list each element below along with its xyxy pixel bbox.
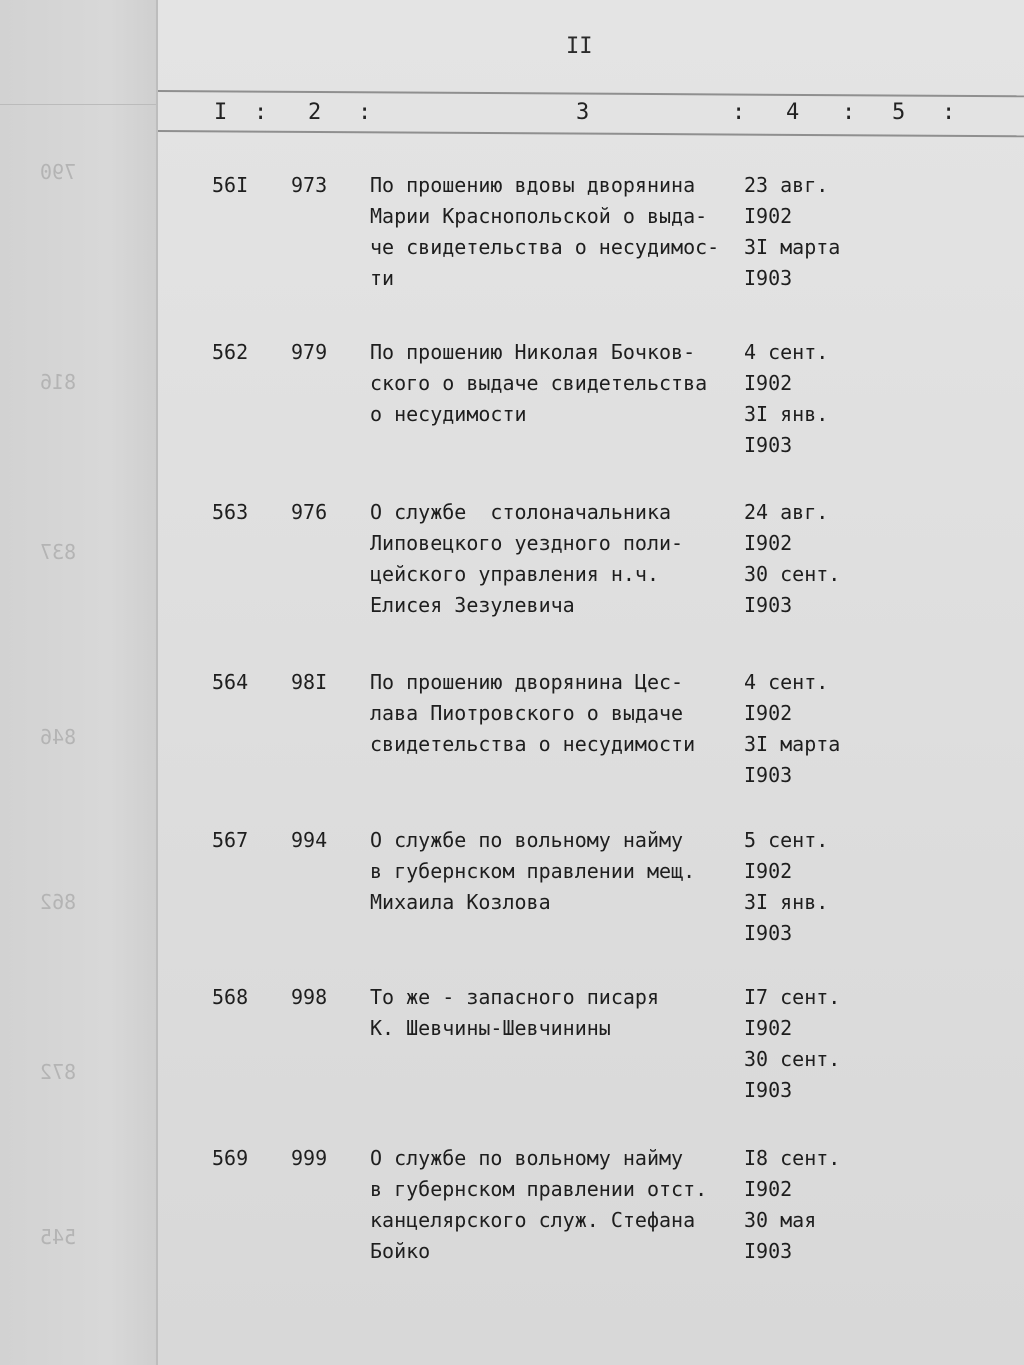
ghost-number: 872 xyxy=(40,1060,77,1084)
start-date: 4 сент. xyxy=(744,340,829,364)
entry-reference: 98I xyxy=(291,670,328,694)
entry-dates xyxy=(744,667,840,791)
entry-number: 567 xyxy=(212,828,249,852)
entry-dates xyxy=(744,825,828,949)
description-line: че свидетельства о несудимос- xyxy=(370,235,720,259)
end-year: I903 xyxy=(744,593,793,617)
description-line: в губернском правлении мещ. xyxy=(370,859,696,883)
column-header-3: 3 xyxy=(576,100,590,125)
start-date: I7 сент. xyxy=(744,985,841,1009)
description-line: О службе столоначальника xyxy=(370,500,672,524)
entry-number: 563 xyxy=(212,500,249,524)
previous-page-edge xyxy=(0,0,158,1365)
description-line: По прошению дворянина Цес- xyxy=(370,670,684,694)
entry-reference: 994 xyxy=(291,828,328,852)
entry-reference: 979 xyxy=(291,340,328,364)
entry-number: 56I xyxy=(212,173,249,197)
column-header-4: 4 xyxy=(786,100,800,125)
description-line: Липовецкого уездного поли- xyxy=(370,531,684,555)
entry-dates xyxy=(744,497,840,621)
document-page xyxy=(158,0,1024,1365)
start-year: I902 xyxy=(744,1016,793,1040)
entry-description xyxy=(370,170,750,294)
description-line: цейского управления н.ч. xyxy=(370,562,659,586)
description-line: Михаила Козлова xyxy=(370,890,551,914)
entry-number: 569 xyxy=(212,1146,249,1170)
ghost-number: 816 xyxy=(40,370,77,394)
entry-number: 562 xyxy=(212,340,249,364)
entry-description xyxy=(370,825,750,918)
entry-dates xyxy=(744,1143,840,1267)
end-date: 30 сент. xyxy=(744,1047,841,1071)
entry-description xyxy=(370,667,750,760)
column-separator: : xyxy=(254,100,268,125)
entry-number: 564 xyxy=(212,670,249,694)
column-header-5: 5 xyxy=(892,100,906,125)
end-year: I903 xyxy=(744,1239,793,1263)
description-line: Елисея Зезулевича xyxy=(370,593,575,617)
end-date: 3I марта xyxy=(744,732,841,756)
start-year: I902 xyxy=(744,1177,793,1201)
end-date: 30 сент. xyxy=(744,562,841,586)
end-year: I903 xyxy=(744,1078,793,1102)
header-rule-bottom xyxy=(158,130,1024,137)
column-separator: : xyxy=(358,100,372,125)
description-line: в губернском правлении отст. xyxy=(370,1177,708,1201)
description-line: свидетельства о несудимости xyxy=(370,732,696,756)
description-line: ти xyxy=(370,266,395,290)
page-number: II xyxy=(566,34,593,59)
entry-description xyxy=(370,982,750,1044)
start-year: I902 xyxy=(744,859,793,883)
description-line: лава Пиотровского о выдаче xyxy=(370,701,684,725)
entry-description xyxy=(370,1143,750,1267)
description-line: О службе по вольному найму xyxy=(370,828,684,852)
column-header-2: 2 xyxy=(308,100,322,125)
start-date: 23 авг. xyxy=(744,173,829,197)
column-header-1: I xyxy=(214,100,228,125)
start-year: I902 xyxy=(744,531,793,555)
ghost-number: 545 xyxy=(40,1225,77,1249)
header-rule-top xyxy=(158,90,1024,97)
end-date: 3I янв. xyxy=(744,890,829,914)
description-line: К. Шевчины-Шевчинины xyxy=(370,1016,611,1040)
entry-number: 568 xyxy=(212,985,249,1009)
entry-reference: 998 xyxy=(291,985,328,1009)
entry-description xyxy=(370,337,750,430)
end-date: 3I янв. xyxy=(744,402,829,426)
end-year: I903 xyxy=(744,921,793,945)
description-line: о несудимости xyxy=(370,402,527,426)
end-year: I903 xyxy=(744,433,793,457)
entry-reference: 973 xyxy=(291,173,328,197)
column-separator: : xyxy=(842,100,856,125)
start-date: I8 сент. xyxy=(744,1146,841,1170)
description-line: ского о выдаче свидетельства xyxy=(370,371,708,395)
start-date: 4 сент. xyxy=(744,670,829,694)
entry-reference: 976 xyxy=(291,500,328,524)
column-separator: : xyxy=(942,100,956,125)
entry-dates xyxy=(744,982,840,1106)
start-year: I902 xyxy=(744,701,793,725)
description-line: О службе по вольному найму xyxy=(370,1146,684,1170)
start-date: 24 авг. xyxy=(744,500,829,524)
entry-reference: 999 xyxy=(291,1146,328,1170)
description-line: Марии Краснопольской о выда- xyxy=(370,204,708,228)
start-year: I902 xyxy=(744,371,793,395)
description-line: По прошению вдовы дворянина xyxy=(370,173,696,197)
end-year: I903 xyxy=(744,266,793,290)
end-date: 3I марта xyxy=(744,235,841,259)
description-line: По прошению Николая Бочков- xyxy=(370,340,696,364)
end-year: I903 xyxy=(744,763,793,787)
ghost-number: 862 xyxy=(40,890,77,914)
ghost-number: 790 xyxy=(40,160,77,184)
description-line: канцелярского служ. Стефана xyxy=(370,1208,696,1232)
description-line: Бойко xyxy=(370,1239,431,1263)
end-date: 30 мая xyxy=(744,1208,817,1232)
start-year: I902 xyxy=(744,204,793,228)
entry-description xyxy=(370,497,750,621)
entry-dates xyxy=(744,337,828,461)
previous-page-header-rule xyxy=(0,80,156,105)
ghost-number: 846 xyxy=(40,725,77,749)
start-date: 5 сент. xyxy=(744,828,829,852)
entry-dates xyxy=(744,170,840,294)
description-line: То же - запасного писаря xyxy=(370,985,659,1009)
ghost-number: 837 xyxy=(40,540,77,564)
column-separator: : xyxy=(732,100,746,125)
